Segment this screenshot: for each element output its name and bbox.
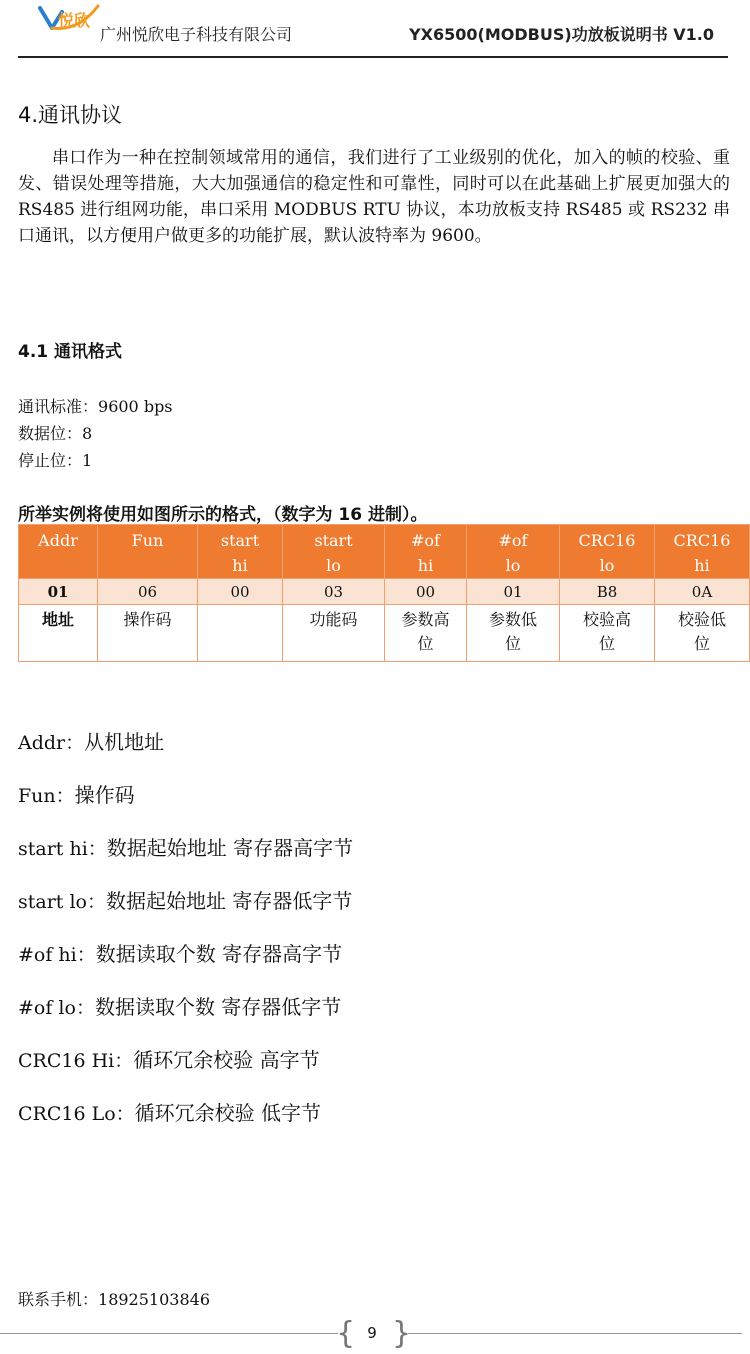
document-title: YX6500(MODBUS)功放板说明书 V1.0 — [409, 25, 714, 44]
definition-desc: 操作码 — [74, 783, 135, 807]
intro-text: 进行组网功能，串口采用 — [80, 200, 269, 220]
value-cell: 00 — [385, 579, 467, 605]
format-params — [18, 393, 173, 474]
intro-term: MODBUS RTU — [268, 200, 407, 220]
contact-label: 联系手机： — [18, 1290, 99, 1309]
definition-term: CRC16 Lo： — [18, 1103, 135, 1125]
intro-paragraph — [18, 145, 730, 249]
header-cell-addr: Addr — [19, 525, 98, 579]
header-divider — [18, 56, 728, 58]
contact-value: 18925103846 — [98, 1290, 210, 1309]
value-cell: 01 — [467, 579, 560, 605]
param-value: 9600 bps — [98, 397, 173, 416]
definition-desc: 数据读取个数 寄存器高字节 — [95, 942, 343, 966]
table-value-row — [19, 579, 750, 605]
definition-desc: 从机地址 — [84, 730, 165, 754]
definition-item — [18, 1044, 353, 1097]
definition-item — [18, 991, 353, 1044]
section-heading: 4.通讯协议 — [18, 103, 123, 127]
definition-term: start hi： — [18, 838, 107, 860]
value-cell: B8 — [560, 579, 655, 605]
intro-term: RS485 — [18, 200, 81, 220]
param-data-bits — [18, 420, 173, 447]
header-cell-start-hi: start hi — [198, 525, 283, 579]
table-description-row — [19, 605, 750, 662]
intro-term: RS485 — [560, 200, 629, 220]
header-cell-of-hi: #of hi — [385, 525, 467, 579]
param-label: 通讯标准： — [18, 397, 99, 416]
header-cell-of-lo: #of lo — [467, 525, 560, 579]
intro-term: RS232 — [645, 200, 714, 220]
param-value: 1 — [82, 451, 93, 470]
page-number: 9 — [367, 1324, 377, 1342]
description-cell: 校验低 位 — [655, 605, 750, 662]
description-cell — [198, 605, 283, 662]
intro-text: 或 — [628, 200, 646, 220]
value-cell: 0A — [655, 579, 750, 605]
description-cell: 参数高 位 — [385, 605, 467, 662]
definition-term: Addr： — [18, 732, 85, 754]
param-baud — [18, 393, 173, 420]
definition-term: #of lo： — [18, 997, 95, 1019]
definition-item — [18, 885, 353, 938]
intro-text: 协议，本功放板支持 — [406, 200, 561, 220]
param-label: 数据位： — [18, 424, 83, 443]
definition-item — [18, 832, 353, 885]
definition-item — [18, 938, 353, 991]
value-cell: 03 — [283, 579, 385, 605]
intro-text: 串口通讯，以方便用户做更多的功能扩展，默认波特率为 — [18, 200, 731, 246]
value-cell: 00 — [198, 579, 283, 605]
definition-desc: 数据起始地址 寄存器低字节 — [106, 889, 353, 913]
company-name: 广州悦欣电子科技有限公司 — [100, 25, 293, 44]
definition-term: start lo： — [18, 891, 106, 913]
param-stop-bits — [18, 447, 173, 474]
description-cell: 功能码 — [283, 605, 385, 662]
left-brace-icon: { — [336, 1316, 356, 1351]
definition-desc: 数据读取个数 寄存器低字节 — [94, 995, 342, 1019]
definition-desc: 数据起始地址 寄存器高字节 — [106, 836, 354, 860]
definition-term: #of hi： — [18, 944, 96, 966]
header-cell-fun: Fun — [98, 525, 198, 579]
intro-text: 。 — [474, 226, 492, 246]
header-cell-crc-hi: CRC16 hi — [655, 525, 750, 579]
value-cell: 06 — [98, 579, 198, 605]
frame-format-table — [18, 524, 750, 662]
svg-text:悦欣: 悦欣 — [58, 11, 91, 30]
header-cell-crc-lo: CRC16 lo — [560, 525, 655, 579]
table-header-row — [19, 525, 750, 579]
definition-term: CRC16 Hi： — [18, 1050, 134, 1072]
param-value: 8 — [82, 424, 93, 443]
param-label: 停止位： — [18, 451, 83, 470]
header-cell-start-lo: start lo — [283, 525, 385, 579]
definition-desc: 循环冗余校验 低字节 — [134, 1101, 322, 1125]
contact-phone — [18, 1287, 210, 1310]
definition-item — [18, 779, 353, 832]
definition-item — [18, 726, 353, 779]
field-definitions — [18, 726, 353, 1150]
value-cell: 01 — [19, 579, 98, 605]
company-logo — [38, 2, 100, 42]
description-cell: 参数低 位 — [467, 605, 560, 662]
example-note: 所举实例将使用如图所示的格式，（数字为 16 进制）。 — [18, 505, 428, 525]
intro-term: 9600 — [426, 226, 475, 246]
definition-desc: 循环冗余校验 高字节 — [133, 1048, 320, 1072]
description-cell: 校验高 位 — [560, 605, 655, 662]
right-brace-icon: } — [392, 1316, 412, 1351]
footer-divider-right — [408, 1333, 742, 1334]
description-cell: 地址 — [19, 605, 98, 662]
intro-text: 串口作为一种在控制领域常用的通信，我们进行了工业级别的优化，加入的帧的校验、重发、错误处理等措施，大大加强通信的稳定性和可靠性，同时可以在此基础上扩展更加强大的 — [18, 148, 730, 194]
description-cell: 操作码 — [98, 605, 198, 662]
subsection-heading: 4.1 通讯格式 — [18, 342, 123, 362]
definition-term: Fun： — [18, 785, 75, 807]
footer-divider-left — [0, 1333, 338, 1334]
definition-item — [18, 1097, 353, 1150]
